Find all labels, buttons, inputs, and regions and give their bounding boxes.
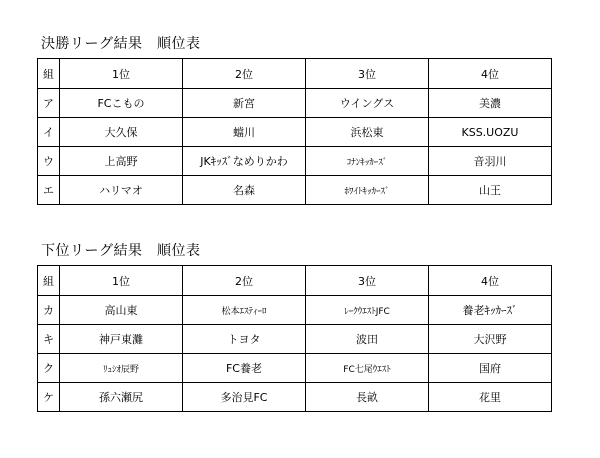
team-cell: 松本ｴｽﾃｨｰﾛ (183, 296, 306, 325)
team-cell: 山王 (429, 176, 552, 205)
team-cell: 大久保 (60, 118, 183, 147)
table-row (38, 354, 552, 383)
team-cell: 神戸東灘 (60, 325, 183, 354)
group-cell: イ (38, 118, 60, 147)
lower-league-table (37, 265, 552, 412)
team-cell: ﾘｭｼｵ辰野 (60, 354, 183, 383)
team-cell: FCこもの (60, 89, 183, 118)
group-cell: ウ (38, 147, 60, 176)
team-cell: FC養老 (183, 354, 306, 383)
team-cell: JKｷｯｽﾞなめりかわ (183, 147, 306, 176)
team-cell: ﾚｰｸｳｴｽﾄJFC (306, 296, 429, 325)
team-cell: 大沢野 (429, 325, 552, 354)
table-header-row (38, 59, 552, 89)
header-rank-4: 4位 (429, 59, 552, 89)
team-cell: ハリマオ (60, 176, 183, 205)
team-cell: 波田 (306, 325, 429, 354)
final-league-table (37, 58, 552, 205)
group-cell: ケ (38, 383, 60, 412)
final-league-title: 決勝リーグ結果 順位表 (41, 36, 201, 52)
team-cell: 浜松東 (306, 118, 429, 147)
team-cell: 名森 (183, 176, 306, 205)
team-cell: KSS.UOZU (429, 118, 552, 147)
table-row (38, 383, 552, 412)
team-cell: 音羽川 (429, 147, 552, 176)
header-group: 組 (38, 266, 60, 296)
team-cell: 美濃 (429, 89, 552, 118)
header-rank-2: 2位 (183, 59, 306, 89)
team-cell: 花里 (429, 383, 552, 412)
group-cell: ア (38, 89, 60, 118)
group-cell: エ (38, 176, 60, 205)
team-cell: 国府 (429, 354, 552, 383)
table-header-row (38, 266, 552, 296)
team-cell: 孫六瀬尻 (60, 383, 183, 412)
team-cell: FC七尾ｳｴｽﾄ (306, 354, 429, 383)
header-rank-1: 1位 (60, 59, 183, 89)
team-cell: 新宮 (183, 89, 306, 118)
team-cell: トヨタ (183, 325, 306, 354)
table-row (38, 89, 552, 118)
header-rank-2: 2位 (183, 266, 306, 296)
team-cell: ウイングス (306, 89, 429, 118)
table-row (38, 118, 552, 147)
team-cell: 高山東 (60, 296, 183, 325)
group-cell: キ (38, 325, 60, 354)
lower-league-title: 下位リーグ結果 順位表 (41, 243, 201, 259)
team-cell: 養老ｷｯｶｰｽﾞ (429, 296, 552, 325)
header-rank-4: 4位 (429, 266, 552, 296)
group-cell: カ (38, 296, 60, 325)
team-cell: ﾎﾜｲﾄｷｯｶｰｽﾞ (306, 176, 429, 205)
header-rank-3: 3位 (306, 266, 429, 296)
header-rank-3: 3位 (306, 59, 429, 89)
table-row (38, 296, 552, 325)
group-cell: ク (38, 354, 60, 383)
header-rank-1: 1位 (60, 266, 183, 296)
table-row (38, 325, 552, 354)
table-row (38, 147, 552, 176)
table-row (38, 176, 552, 205)
team-cell: 長畝 (306, 383, 429, 412)
team-cell: 蟷川 (183, 118, 306, 147)
team-cell: 上高野 (60, 147, 183, 176)
team-cell: 多治見FC (183, 383, 306, 412)
team-cell: ｺﾅﾝｷｯｶｰｽﾞ (306, 147, 429, 176)
header-group: 組 (38, 59, 60, 89)
